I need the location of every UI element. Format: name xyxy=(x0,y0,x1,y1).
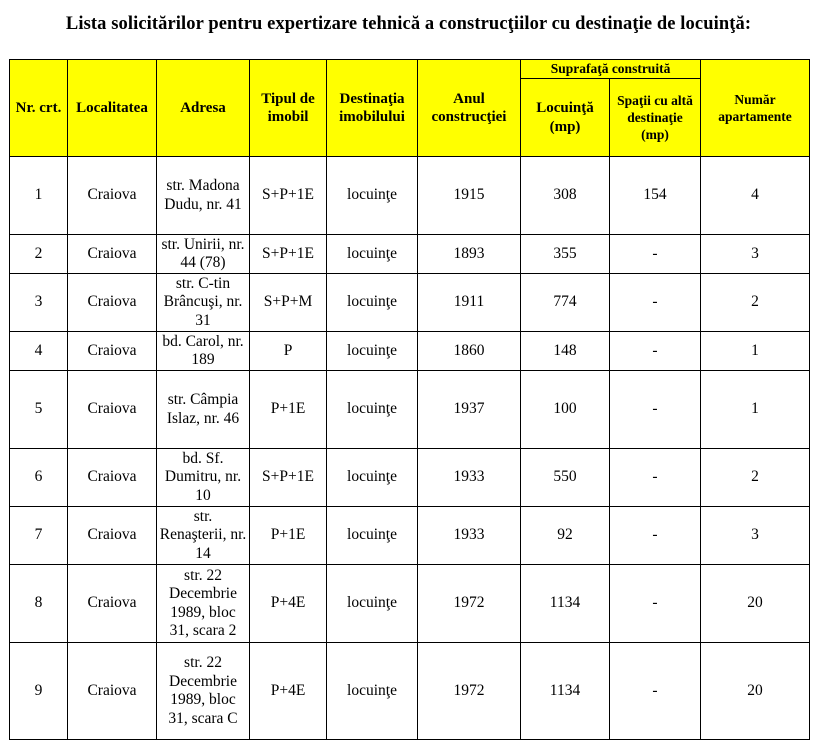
cell-localitate: Craiova xyxy=(68,332,157,371)
page-title: Lista solicitărilor pentru expertizare tehnică a construcţiilor cu destinaţie de locuinţă: xyxy=(65,14,752,34)
table-row xyxy=(10,235,810,274)
cell-locuinta: 92 xyxy=(521,507,610,565)
header-suprafata: Suprafaţă construită xyxy=(521,60,701,79)
cell-tipul: P xyxy=(250,332,327,371)
cell-anul: 1915 xyxy=(418,157,521,235)
cell-apartamente: 1 xyxy=(701,371,810,449)
cell-spatii: - xyxy=(610,235,701,274)
header-tipul: Tipul de imobil xyxy=(250,60,327,157)
cell-nr: 7 xyxy=(10,507,68,565)
cell-destinatia: locuinţe xyxy=(327,157,418,235)
cell-spatii: 154 xyxy=(610,157,701,235)
table-row xyxy=(10,371,810,449)
cell-nr: 5 xyxy=(10,371,68,449)
requests-table xyxy=(9,59,810,740)
cell-adresa: str. C-tin Brâncuşi, nr. 31 xyxy=(157,274,250,332)
cell-nr: 2 xyxy=(10,235,68,274)
cell-tipul: S+P+1E xyxy=(250,157,327,235)
cell-adresa: bd. Carol, nr. 189 xyxy=(157,332,250,371)
cell-anul: 1937 xyxy=(418,371,521,449)
cell-spatii: - xyxy=(610,449,701,507)
cell-adresa: str. Câmpia Islaz, nr. 46 xyxy=(157,371,250,449)
table-row xyxy=(10,643,810,740)
cell-spatii: - xyxy=(610,274,701,332)
cell-anul: 1893 xyxy=(418,235,521,274)
table-row xyxy=(10,157,810,235)
cell-tipul: P+1E xyxy=(250,371,327,449)
header-nr: Nr. crt. xyxy=(10,60,68,157)
cell-apartamente: 1 xyxy=(701,332,810,371)
header-locuinta: Locuinţă (mp) xyxy=(521,79,610,157)
cell-localitate: Craiova xyxy=(68,507,157,565)
cell-destinatia: locuinţe xyxy=(327,371,418,449)
cell-destinatia: locuinţe xyxy=(327,565,418,643)
cell-tipul: P+1E xyxy=(250,507,327,565)
cell-destinatia: locuinţe xyxy=(327,274,418,332)
cell-adresa: str. Unirii, nr. 44 (78) xyxy=(157,235,250,274)
cell-apartamente: 3 xyxy=(701,235,810,274)
cell-locuinta: 774 xyxy=(521,274,610,332)
cell-localitate: Craiova xyxy=(68,565,157,643)
table-body xyxy=(10,157,810,740)
cell-anul: 1933 xyxy=(418,507,521,565)
table-row xyxy=(10,507,810,565)
header-numar: Număr apartamente xyxy=(701,60,810,157)
cell-spatii: - xyxy=(610,507,701,565)
header-anul: Anul construcţiei xyxy=(418,60,521,157)
cell-adresa: str. 22 Decembrie 1989, bloc 31, scara C xyxy=(157,643,250,740)
cell-apartamente: 2 xyxy=(701,274,810,332)
cell-tipul: S+P+1E xyxy=(250,449,327,507)
cell-localitate: Craiova xyxy=(68,643,157,740)
cell-locuinta: 550 xyxy=(521,449,610,507)
cell-adresa: str. Madona Dudu, nr. 41 xyxy=(157,157,250,235)
table-row xyxy=(10,274,810,332)
cell-destinatia: locuinţe xyxy=(327,643,418,740)
cell-adresa: str. Renaşterii, nr. 14 xyxy=(157,507,250,565)
cell-adresa: bd. Sf. Dumitru, nr. 10 xyxy=(157,449,250,507)
cell-destinatia: locuinţe xyxy=(327,507,418,565)
cell-spatii: - xyxy=(610,332,701,371)
cell-localitate: Craiova xyxy=(68,371,157,449)
cell-destinatia: locuinţe xyxy=(327,449,418,507)
cell-anul: 1972 xyxy=(418,565,521,643)
cell-locuinta: 148 xyxy=(521,332,610,371)
cell-apartamente: 20 xyxy=(701,643,810,740)
cell-nr: 4 xyxy=(10,332,68,371)
cell-spatii: - xyxy=(610,565,701,643)
cell-locuinta: 100 xyxy=(521,371,610,449)
cell-localitate: Craiova xyxy=(68,157,157,235)
cell-tipul: P+4E xyxy=(250,643,327,740)
cell-spatii: - xyxy=(610,371,701,449)
cell-locuinta: 308 xyxy=(521,157,610,235)
header-spatii: Spaţii cu altă destinaţie (mp) xyxy=(610,79,701,157)
cell-localitate: Craiova xyxy=(68,274,157,332)
cell-destinatia: locuinţe xyxy=(327,332,418,371)
cell-destinatia: locuinţe xyxy=(327,235,418,274)
cell-locuinta: 1134 xyxy=(521,565,610,643)
cell-nr: 8 xyxy=(10,565,68,643)
cell-apartamente: 2 xyxy=(701,449,810,507)
cell-nr: 3 xyxy=(10,274,68,332)
cell-nr: 9 xyxy=(10,643,68,740)
cell-anul: 1972 xyxy=(418,643,521,740)
cell-anul: 1933 xyxy=(418,449,521,507)
cell-locuinta: 355 xyxy=(521,235,610,274)
table-row xyxy=(10,449,810,507)
cell-localitate: Craiova xyxy=(68,235,157,274)
cell-anul: 1860 xyxy=(418,332,521,371)
table-row xyxy=(10,565,810,643)
header-localitate: Localitatea xyxy=(68,60,157,157)
cell-localitate: Craiova xyxy=(68,449,157,507)
cell-apartamente: 20 xyxy=(701,565,810,643)
cell-spatii: - xyxy=(610,643,701,740)
cell-tipul: S+P+M xyxy=(250,274,327,332)
cell-tipul: S+P+1E xyxy=(250,235,327,274)
cell-nr: 6 xyxy=(10,449,68,507)
cell-apartamente: 3 xyxy=(701,507,810,565)
header-adresa: Adresa xyxy=(157,60,250,157)
cell-nr: 1 xyxy=(10,157,68,235)
header-destinatia: Destinaţia imobilului xyxy=(327,60,418,157)
cell-locuinta: 1134 xyxy=(521,643,610,740)
cell-apartamente: 4 xyxy=(701,157,810,235)
cell-tipul: P+4E xyxy=(250,565,327,643)
cell-adresa: str. 22 Decembrie 1989, bloc 31, scara 2 xyxy=(157,565,250,643)
cell-anul: 1911 xyxy=(418,274,521,332)
table-row xyxy=(10,332,810,371)
